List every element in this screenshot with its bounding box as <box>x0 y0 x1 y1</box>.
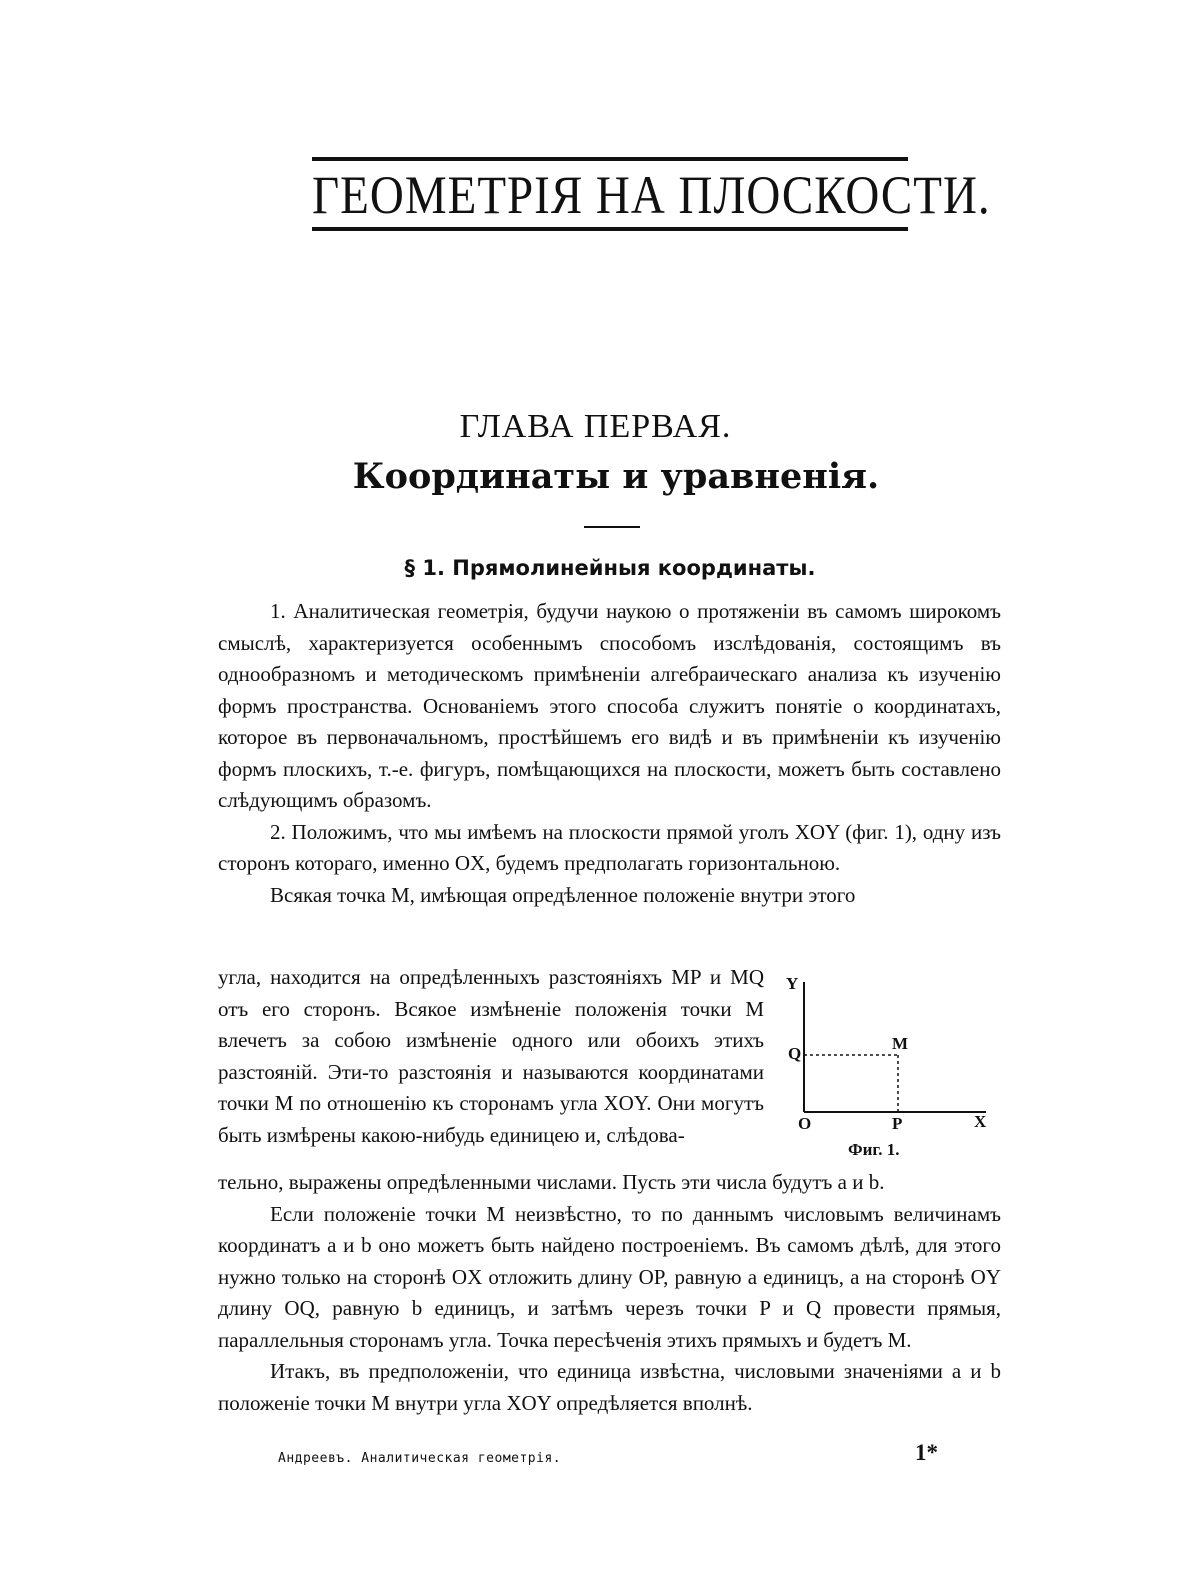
paragraph-1: 1. Аналитическая геометрія, будучи наукою о протяженіи въ самомъ широкомъ смыслѣ, характеризуется особеннымъ способомъ изслѣдованія, состоящимъ въ однообразномъ и методическомъ примѣненіи алгебраическаго анализа къ изученію формъ пространства. Основаніемъ этого способа служитъ понятіе о координатахъ, которое въ первоначальномъ, простѣйшемъ его видѣ и въ примѣненіи къ изученію формъ плоскихъ, т.-е. фигуръ, помѣщающихся на плоскости, можетъ быть составлено слѣдующимъ образомъ. <box>218 599 1001 812</box>
label-y: Y <box>786 974 799 993</box>
section-title: § 1. Прямолинейныя координаты. <box>404 556 816 580</box>
label-o: O <box>798 1114 812 1133</box>
title-rule-top <box>312 157 908 161</box>
paragraph-3-side: угла, находится на опредѣленныхъ разстояніяхъ MP и MQ отъ его сторонъ. Всякое измѣненіе положенія точки M влечетъ за собою измѣненіе одного или обоихъ этихъ разстояній. Эти-то разстоянія и называются координатами точки M по отношенію къ сторонамъ угла XOY. Они могутъ быть измѣрены какою-нибудь единицею и, слѣдова- <box>218 965 764 1147</box>
page-number: 1* <box>915 1440 938 1465</box>
footer-signature: Андреевъ. Аналитическая геометрія. <box>278 1451 562 1466</box>
text-block-upper <box>218 596 1001 911</box>
label-q: Q <box>788 1044 802 1063</box>
figure-caption: Фиг. 1. <box>848 1140 900 1159</box>
paragraph-3-start: Всякая точка M, имѣющая опредѣленное положеніе внутри этого <box>270 882 856 907</box>
figure-1 <box>786 970 1006 1170</box>
label-p: P <box>892 1114 903 1133</box>
label-m: M <box>892 1034 909 1053</box>
chapter-label: ГЛАВА ПЕРВАЯ. <box>459 408 732 445</box>
main-title: ГЕОМЕТРІЯ НА ПЛОСКОСТИ. <box>312 166 991 226</box>
title-rule-bottom <box>312 227 908 231</box>
paragraph-3-end: тельно, выражены опредѣленными числами. Пусть эти числа будутъ a и b. <box>218 1170 885 1194</box>
paragraph-5: Итакъ, въ предположеніи, что единица извѣстна, числовыми значеніями a и b положеніе точки M внутри угла XOY опредѣляется вполнѣ. <box>218 1359 1001 1415</box>
text-block-lower <box>218 1167 1001 1419</box>
chapter-divider <box>584 526 640 528</box>
paragraph-4: Если положеніе точки M неизвѣстно, то по даннымъ числовымъ величинамъ координатъ a и b оно можетъ быть найдено построеніемъ. Въ самомъ дѣлѣ, для этого нужно только на сторонѣ OX отложить длину OP, равную a единицъ, а на сторонѣ OY длину OQ, равную b единицъ, и затѣмъ черезъ точки P и Q провести прямыя, параллельныя сторонамъ угла. Точка пересѣченія этихъ прямыхъ и будетъ M. <box>218 1201 1001 1352</box>
main-title-box <box>312 157 991 233</box>
chapter-title: Координаты и уравненія. <box>352 456 880 497</box>
paragraph-2: 2. Положимъ, что мы имѣемъ на плоскости прямой уголъ XOY (фиг. 1), одну изъ сторонъ котораго, именно OX, будемъ предполагать горизонтальною. <box>218 819 1001 875</box>
label-x: X <box>974 1112 987 1131</box>
